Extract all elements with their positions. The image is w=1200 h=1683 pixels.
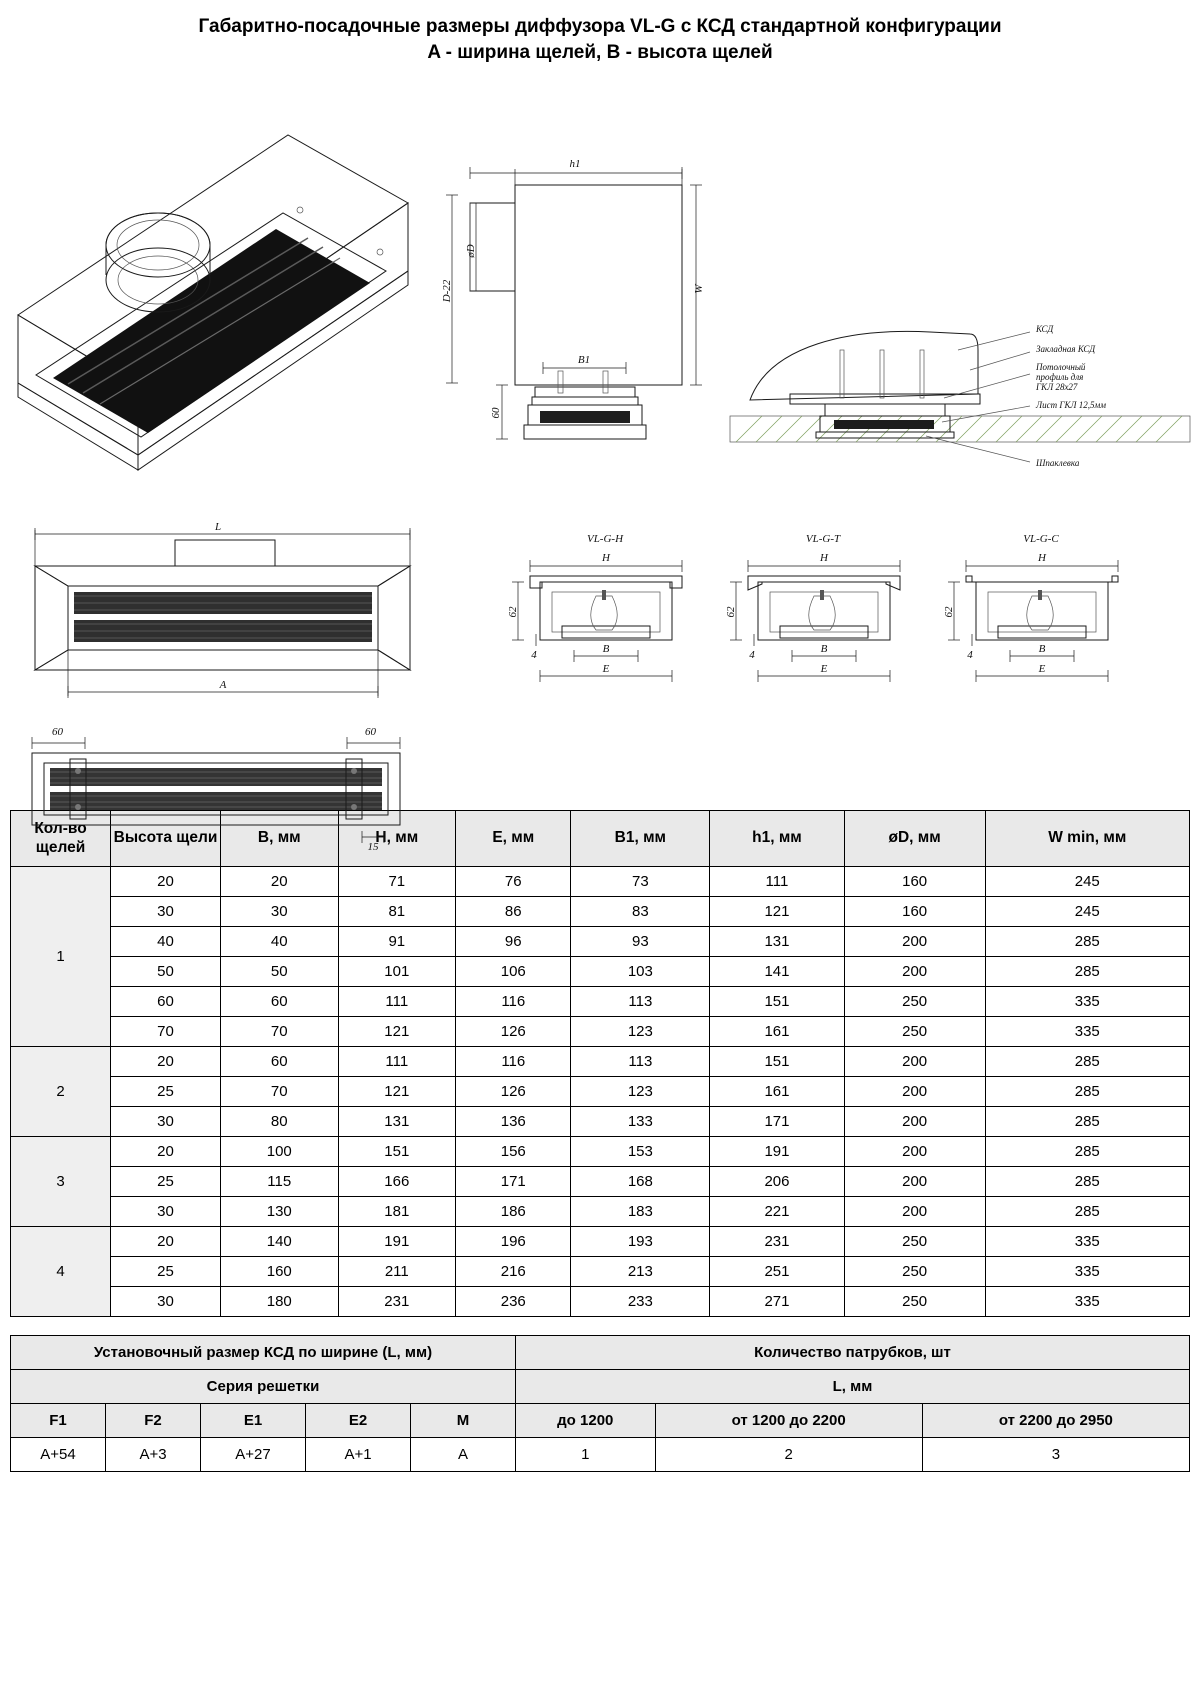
cell-slot-height: 20	[111, 1227, 221, 1257]
profile-sections	[500, 530, 1190, 730]
svg-text:E: E	[1038, 663, 1046, 676]
cell-h: 121	[338, 1077, 456, 1107]
series-f2: F2	[106, 1404, 201, 1438]
svg-text:62: 62	[725, 606, 737, 618]
cell-d: 200	[844, 1107, 985, 1137]
cell-h: 71	[338, 867, 456, 897]
cell-b: 130	[221, 1197, 339, 1227]
cell-b: 20	[221, 867, 339, 897]
cell-h1: 161	[710, 1017, 845, 1047]
svg-text:62: 62	[507, 606, 519, 618]
col-b1: B1, мм	[571, 811, 710, 867]
group-cell: 4	[11, 1227, 111, 1317]
cell-b1: 83	[571, 897, 710, 927]
cell-b: 70	[221, 1017, 339, 1047]
cell-e: 86	[456, 897, 571, 927]
cell-d: 250	[844, 1227, 985, 1257]
cell-slot-height: 70	[111, 1017, 221, 1047]
svg-text:H: H	[1038, 552, 1046, 565]
table-row	[11, 1107, 1190, 1137]
cell-h1: 141	[710, 957, 845, 987]
cell-h: 166	[338, 1167, 456, 1197]
dimensions-table	[10, 810, 1190, 1317]
cell-b: 180	[221, 1287, 339, 1317]
profile-vl-g-t	[725, 533, 900, 682]
cell-slot-height: 20	[111, 1137, 221, 1167]
svg-text:ГКЛ 28х27: ГКЛ 28х27	[1036, 382, 1078, 393]
cell-e: 116	[456, 1047, 571, 1077]
table-row	[11, 1404, 1190, 1438]
cell-slot-height: 25	[111, 1167, 221, 1197]
table-row	[11, 957, 1190, 987]
cell-h: 231	[338, 1287, 456, 1317]
cell-e: 106	[456, 957, 571, 987]
table-row	[11, 1077, 1190, 1107]
cell-h: 191	[338, 1227, 456, 1257]
cell-b1: 153	[571, 1137, 710, 1167]
cell-h1: 221	[710, 1197, 845, 1227]
range-value-3: 3	[922, 1438, 1189, 1472]
cell-b: 40	[221, 927, 339, 957]
svg-text:VL-G-C: VL-G-C	[1023, 533, 1059, 546]
cell-h: 151	[338, 1137, 456, 1167]
cell-h1: 121	[710, 897, 845, 927]
col-h: H, мм	[338, 811, 456, 867]
table-row	[11, 1287, 1190, 1317]
callout-ksd: КСД	[1036, 324, 1054, 335]
table-row	[11, 1257, 1190, 1287]
svg-text:D-22: D-22	[441, 279, 453, 303]
cell-slot-height: 20	[111, 1047, 221, 1077]
cell-b: 60	[221, 1047, 339, 1077]
cell-e: 126	[456, 1077, 571, 1107]
cell-e: 136	[456, 1107, 571, 1137]
bottom-view-with-mount-dims	[10, 725, 440, 855]
cell-h: 101	[338, 957, 456, 987]
cell-slot-height: 25	[111, 1077, 221, 1107]
range-1: до 1200	[516, 1404, 656, 1438]
cell-h: 131	[338, 1107, 456, 1137]
table-row	[11, 1197, 1190, 1227]
table-row	[11, 867, 1190, 897]
cell-slot-height: 40	[111, 927, 221, 957]
cell-b1: 123	[571, 1017, 710, 1047]
cell-d: 200	[844, 927, 985, 957]
cell-e: 116	[456, 987, 571, 1017]
cell-h1: 271	[710, 1287, 845, 1317]
callout-gkl-sheet: Лист ГКЛ 12,5мм	[1036, 400, 1107, 411]
series-e2: E2	[306, 1404, 411, 1438]
cell-h: 181	[338, 1197, 456, 1227]
installation-table-wrap	[0, 1335, 1200, 1472]
cell-slot-height: 30	[111, 897, 221, 927]
cell-d: 200	[844, 1077, 985, 1107]
svg-text:VL-G-H: VL-G-H	[586, 533, 624, 546]
cell-b: 140	[221, 1227, 339, 1257]
ceiling-mount-detail	[730, 310, 1190, 510]
table-row	[11, 1167, 1190, 1197]
cell-h1: 231	[710, 1227, 845, 1257]
svg-text:62: 62	[943, 606, 955, 618]
svg-text:E: E	[820, 663, 828, 676]
cell-wmin: 245	[985, 897, 1189, 927]
svg-text:B: B	[1038, 643, 1046, 656]
group-cell: 2	[11, 1047, 111, 1137]
cell-wmin: 285	[985, 1077, 1189, 1107]
cell-h: 211	[338, 1257, 456, 1287]
group-cell: 3	[11, 1137, 111, 1227]
cell-wmin: 285	[985, 1167, 1189, 1197]
range-value-1: 1	[516, 1438, 656, 1472]
cell-b1: 103	[571, 957, 710, 987]
cell-d: 250	[844, 987, 985, 1017]
callout-ksd-embed: Закладная КСД	[1036, 344, 1096, 355]
cell-b1: 123	[571, 1077, 710, 1107]
dimensions-table-wrap	[0, 810, 1200, 1317]
table-row	[11, 927, 1190, 957]
col-d: øD, мм	[844, 811, 985, 867]
svg-text:øD: øD	[465, 244, 477, 259]
cell-e: 156	[456, 1137, 571, 1167]
series-value-f2: A+3	[106, 1438, 201, 1472]
svg-text:60: 60	[365, 726, 376, 739]
table-row	[11, 1370, 1190, 1404]
series-f1: F1	[11, 1404, 106, 1438]
svg-text:B: B	[602, 643, 610, 656]
cell-h1: 151	[710, 1047, 845, 1077]
col-slot-count: Кол-во щелей	[11, 811, 111, 867]
series-e1: E1	[201, 1404, 306, 1438]
length-subtitle: L, мм	[516, 1370, 1190, 1404]
cell-h1: 251	[710, 1257, 845, 1287]
cell-b1: 233	[571, 1287, 710, 1317]
cell-h1: 171	[710, 1107, 845, 1137]
cell-h: 91	[338, 927, 456, 957]
cell-d: 160	[844, 867, 985, 897]
col-h1: h1, мм	[710, 811, 845, 867]
cell-wmin: 335	[985, 1257, 1189, 1287]
cell-b1: 113	[571, 1047, 710, 1077]
cell-d: 200	[844, 1197, 985, 1227]
cell-b1: 183	[571, 1197, 710, 1227]
cell-e: 171	[456, 1167, 571, 1197]
page-title	[0, 0, 1200, 65]
cell-b: 60	[221, 987, 339, 1017]
table-row	[11, 1137, 1190, 1167]
cell-e: 76	[456, 867, 571, 897]
cell-e: 96	[456, 927, 571, 957]
cell-wmin: 285	[985, 1137, 1189, 1167]
svg-text:4: 4	[749, 649, 755, 662]
cell-d: 200	[844, 1137, 985, 1167]
cell-b: 30	[221, 897, 339, 927]
spigot-count-title: Количество патрубков, шт	[516, 1336, 1190, 1370]
col-e: E, мм	[456, 811, 571, 867]
cell-slot-height: 60	[111, 987, 221, 1017]
cell-wmin: 335	[985, 1017, 1189, 1047]
table-row	[11, 1047, 1190, 1077]
cell-h1: 161	[710, 1077, 845, 1107]
table-row	[11, 897, 1190, 927]
cell-wmin: 285	[985, 1197, 1189, 1227]
table-row	[11, 1336, 1190, 1370]
profile-vl-g-h	[507, 533, 682, 682]
cell-h1: 111	[710, 867, 845, 897]
group-cell: 1	[11, 867, 111, 1047]
cell-wmin: 335	[985, 1287, 1189, 1317]
cell-slot-height: 30	[111, 1107, 221, 1137]
cell-h1: 206	[710, 1167, 845, 1197]
cell-b: 70	[221, 1077, 339, 1107]
cell-e: 216	[456, 1257, 571, 1287]
cell-b1: 133	[571, 1107, 710, 1137]
cell-h: 111	[338, 987, 456, 1017]
cell-d: 250	[844, 1287, 985, 1317]
cell-d: 200	[844, 1047, 985, 1077]
table-row	[11, 1017, 1190, 1047]
svg-text:E: E	[602, 663, 610, 676]
svg-text:H: H	[820, 552, 828, 565]
cell-d: 160	[844, 897, 985, 927]
svg-text:B1: B1	[577, 354, 591, 367]
cell-b: 160	[221, 1257, 339, 1287]
svg-text:A: A	[219, 679, 227, 692]
plan-view-with-L-A	[10, 520, 440, 725]
col-slot-height: Высота щели	[111, 811, 221, 867]
installation-table	[10, 1335, 1190, 1472]
cell-d: 200	[844, 1167, 985, 1197]
cell-wmin: 285	[985, 927, 1189, 957]
table-body	[11, 867, 1190, 1317]
table-row	[11, 1227, 1190, 1257]
cell-b: 50	[221, 957, 339, 987]
svg-text:60: 60	[52, 726, 63, 739]
cell-slot-height: 30	[111, 1197, 221, 1227]
range-2: от 1200 до 2200	[655, 1404, 922, 1438]
cell-wmin: 335	[985, 987, 1189, 1017]
cell-slot-height: 25	[111, 1257, 221, 1287]
cell-slot-height: 50	[111, 957, 221, 987]
cell-slot-height: 30	[111, 1287, 221, 1317]
profile-vl-g-c	[943, 533, 1118, 682]
cell-d: 250	[844, 1257, 985, 1287]
svg-text:профиль для: профиль для	[1036, 372, 1084, 383]
cell-e: 196	[456, 1227, 571, 1257]
cell-h1: 191	[710, 1137, 845, 1167]
svg-text:4: 4	[531, 649, 537, 662]
cell-h1: 151	[710, 987, 845, 1017]
svg-text:VL-G-T: VL-G-T	[805, 533, 841, 546]
install-size-title: Установочный размер КСД по ширине (L, мм)	[11, 1336, 516, 1370]
svg-text:H: H	[602, 552, 610, 565]
svg-text:4: 4	[967, 649, 973, 662]
cell-b: 80	[221, 1107, 339, 1137]
table-row	[11, 1438, 1190, 1472]
cell-e: 236	[456, 1287, 571, 1317]
svg-text:W: W	[693, 284, 705, 294]
table-row	[11, 987, 1190, 1017]
cell-b1: 73	[571, 867, 710, 897]
svg-text:h1: h1	[569, 158, 581, 171]
svg-text:60: 60	[490, 407, 502, 419]
callout-ceiling-profile: Потолочный	[1036, 362, 1086, 373]
cell-wmin: 335	[985, 1227, 1189, 1257]
series-m: M	[411, 1404, 516, 1438]
series-value-e1: A+27	[201, 1438, 306, 1472]
svg-text:B: B	[820, 643, 828, 656]
cell-wmin: 285	[985, 957, 1189, 987]
cell-b1: 213	[571, 1257, 710, 1287]
cell-h: 111	[338, 1047, 456, 1077]
cell-h: 121	[338, 1017, 456, 1047]
callout-putty: Шпаклевка	[1036, 458, 1080, 469]
svg-text:L: L	[214, 521, 222, 534]
title-line-1: Габаритно-посадочные размеры диффузора VL-G с КСД стандартной конфигурации	[198, 16, 1002, 37]
cell-h1: 131	[710, 927, 845, 957]
range-3: от 2200 до 2950	[922, 1404, 1189, 1438]
col-b: B, мм	[221, 811, 339, 867]
range-value-2: 2	[655, 1438, 922, 1472]
cell-d: 200	[844, 957, 985, 987]
cell-wmin: 245	[985, 867, 1189, 897]
series-value-e2: A+1	[306, 1438, 411, 1472]
isometric-diffuser-view	[8, 125, 428, 505]
cell-b: 100	[221, 1137, 339, 1167]
cell-e: 186	[456, 1197, 571, 1227]
cell-wmin: 285	[985, 1047, 1189, 1077]
svg-text:15: 15	[367, 841, 379, 854]
cell-wmin: 285	[985, 1107, 1189, 1137]
cell-b1: 168	[571, 1167, 710, 1197]
section-view-dimensions	[440, 155, 710, 475]
cell-b1: 113	[571, 987, 710, 1017]
cell-b: 115	[221, 1167, 339, 1197]
series-value-m: A	[411, 1438, 516, 1472]
series-value-f1: A+54	[11, 1438, 106, 1472]
cell-d: 250	[844, 1017, 985, 1047]
cell-b1: 193	[571, 1227, 710, 1257]
series-subtitle: Серия решетки	[11, 1370, 516, 1404]
title-line-2: A - ширина щелей, B - высота щелей	[427, 41, 773, 63]
col-wmin: W min, мм	[985, 811, 1189, 867]
cell-b1: 93	[571, 927, 710, 957]
cell-slot-height: 20	[111, 867, 221, 897]
cell-h: 81	[338, 897, 456, 927]
cell-e: 126	[456, 1017, 571, 1047]
